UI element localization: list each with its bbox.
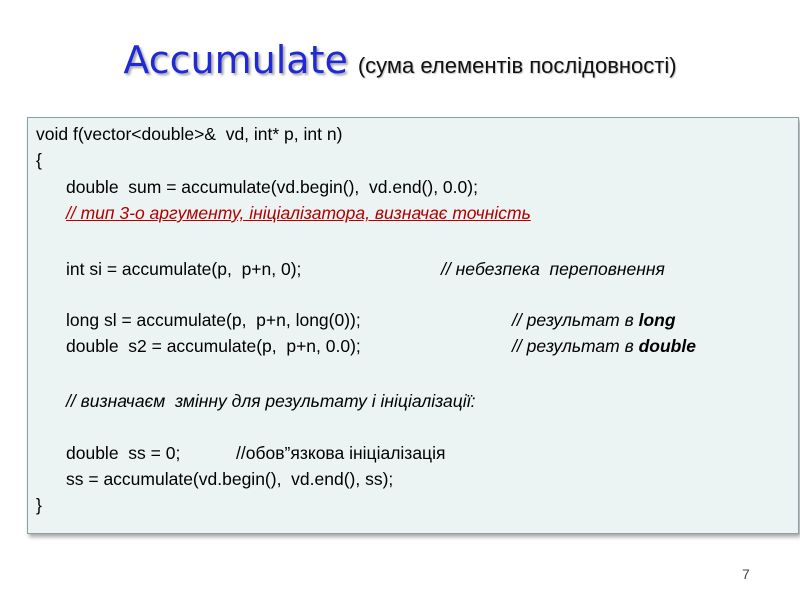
title-main: Accumulate: [123, 38, 348, 82]
code-comment-long-prefix: // результат в: [512, 310, 639, 330]
code-comment-double-prefix: // результат в: [512, 336, 639, 356]
code-comment-long-type: long: [638, 310, 676, 330]
code-comment-double: [512, 333, 696, 359]
code-block: [27, 117, 799, 534]
code-line-open-brace: {: [36, 150, 42, 170]
slide-title: [0, 38, 800, 82]
code-line-int-sum: int si = accumulate(p, p+n, 0);: [66, 259, 302, 279]
code-line-signature: void f(vector<double>& vd, int* p, int n): [36, 124, 343, 144]
code-line-long-sum: long sl = accumulate(p, p+n, long(0));: [66, 310, 361, 330]
code-line-ss-init: double ss = 0;: [66, 443, 181, 463]
code-line-precision-comment: // тип 3-о аргументу, ініціалізатора, визначає точність: [66, 203, 531, 223]
code-line-double-sum: double s2 = accumulate(p, p+n, 0.0);: [66, 336, 361, 356]
title-subtitle: (сума елементів послідовності): [357, 53, 677, 78]
code-line-close-brace: }: [36, 495, 42, 515]
code-line-sum: double sum = accumulate(vd.begin(), vd.end(), 0.0);: [66, 177, 478, 197]
code-comment-double-type: double: [638, 336, 696, 356]
page-number: 7: [742, 566, 750, 582]
code-comment-overflow: // небезпека переповнення: [441, 259, 665, 279]
code-comment-long: [512, 307, 676, 333]
code-line-define-comment: // визначаєм змінну для результату і ініціалізації:: [66, 391, 476, 411]
code-comment-required-init: //обов”язкова ініціалізація: [236, 443, 446, 463]
code-line-ss-accumulate: ss = accumulate(vd.begin(), vd.end(), ss);: [66, 469, 394, 489]
